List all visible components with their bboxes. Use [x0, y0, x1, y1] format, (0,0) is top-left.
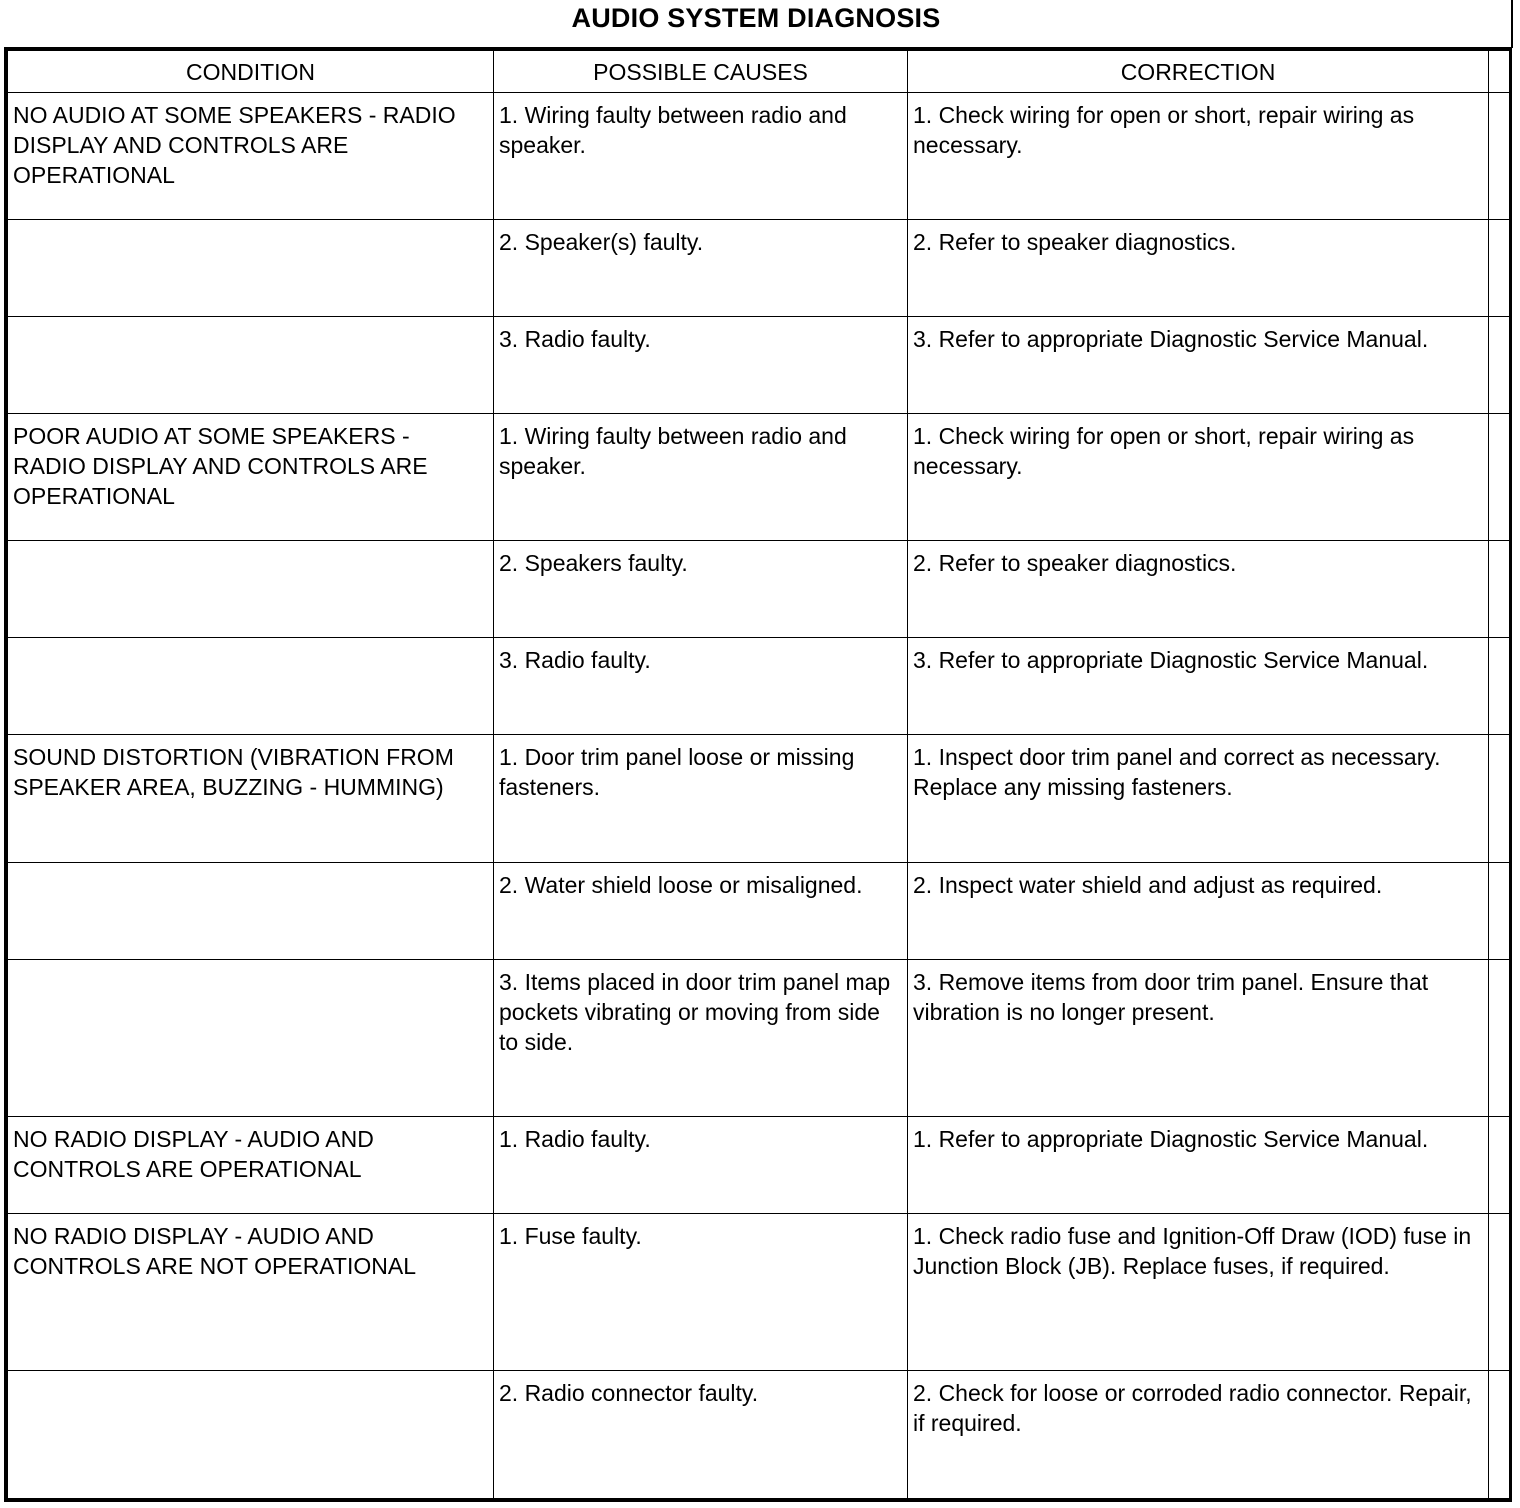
correction-cell: 3. Refer to appropriate Diagnostic Service Manual.: [908, 317, 1489, 414]
correction-cell: 1. Inspect door trim panel and correct as necessary. Replace any missing fasteners.: [908, 735, 1489, 862]
table-row: [8, 638, 1510, 735]
cause-cell: 2. Speaker(s) faulty.: [494, 220, 908, 317]
correction-cell: 2. Refer to speaker diagnostics.: [908, 541, 1489, 638]
condition-cell: [8, 541, 494, 638]
spacer-cell: [1489, 1116, 1510, 1213]
spacer-cell: [1489, 220, 1510, 317]
table-row: [8, 735, 1510, 862]
table-row: [8, 1213, 1510, 1370]
page-title: AUDIO SYSTEM DIAGNOSIS: [571, 3, 941, 33]
cause-cell: 3. Items placed in door trim panel map pockets vibrating or moving from side to side.: [494, 959, 908, 1116]
column-header-spacer: [1489, 51, 1510, 93]
column-header-causes: POSSIBLE CAUSES: [494, 51, 908, 93]
correction-cell: 1. Check wiring for open or short, repair wiring as necessary.: [908, 93, 1489, 220]
spacer-cell: [1489, 959, 1510, 1116]
correction-cell: 1. Check radio fuse and Ignition-Off Draw (IOD) fuse in Junction Block (JB). Replace fuses, if required.: [908, 1213, 1489, 1370]
diagnosis-table: [7, 50, 1510, 1499]
table-row: [8, 862, 1510, 959]
column-header-correction: CORRECTION: [908, 51, 1489, 93]
cause-cell: 3. Radio faulty.: [494, 638, 908, 735]
table-header-row: [8, 51, 1510, 93]
page-edge-rule: [1511, 0, 1513, 48]
condition-cell: POOR AUDIO AT SOME SPEAKERS - RADIO DISPLAY AND CONTROLS ARE OPERATIONAL: [8, 414, 494, 541]
condition-cell: [8, 1370, 494, 1498]
spacer-cell: [1489, 93, 1510, 220]
cause-cell: 1. Fuse faulty.: [494, 1213, 908, 1370]
cause-cell: 2. Speakers faulty.: [494, 541, 908, 638]
table-row: [8, 414, 1510, 541]
condition-cell: NO RADIO DISPLAY - AUDIO AND CONTROLS ARE NOT OPERATIONAL: [8, 1213, 494, 1370]
spacer-cell: [1489, 541, 1510, 638]
condition-cell: [8, 220, 494, 317]
table-row: [8, 959, 1510, 1116]
spacer-cell: [1489, 317, 1510, 414]
correction-cell: 3. Refer to appropriate Diagnostic Service Manual.: [908, 638, 1489, 735]
correction-cell: 3. Remove items from door trim panel. Ensure that vibration is no longer present.: [908, 959, 1489, 1116]
spacer-cell: [1489, 1213, 1510, 1370]
cause-cell: 1. Radio faulty.: [494, 1116, 908, 1213]
condition-cell: NO RADIO DISPLAY - AUDIO AND CONTROLS ARE OPERATIONAL: [8, 1116, 494, 1213]
condition-cell: [8, 638, 494, 735]
table-row: [8, 93, 1510, 220]
correction-cell: 2. Check for loose or corroded radio connector. Repair, if required.: [908, 1370, 1489, 1498]
table-row: [8, 1116, 1510, 1213]
correction-cell: 1. Check wiring for open or short, repair wiring as necessary.: [908, 414, 1489, 541]
cause-cell: 1. Door trim panel loose or missing fasteners.: [494, 735, 908, 862]
table-row: [8, 220, 1510, 317]
condition-cell: [8, 317, 494, 414]
table-row: [8, 1370, 1510, 1498]
column-header-condition: CONDITION: [8, 51, 494, 93]
spacer-cell: [1489, 1370, 1510, 1498]
condition-cell: SOUND DISTORTION (VIBRATION FROM SPEAKER AREA, BUZZING - HUMMING): [8, 735, 494, 862]
correction-cell: 1. Refer to appropriate Diagnostic Service Manual.: [908, 1116, 1489, 1213]
correction-cell: 2. Inspect water shield and adjust as required.: [908, 862, 1489, 959]
condition-cell: [8, 959, 494, 1116]
spacer-cell: [1489, 414, 1510, 541]
cause-cell: 3. Radio faulty.: [494, 317, 908, 414]
spacer-cell: [1489, 862, 1510, 959]
table-row: [8, 317, 1510, 414]
cause-cell: 1. Wiring faulty between radio and speaker.: [494, 414, 908, 541]
spacer-cell: [1489, 735, 1510, 862]
spacer-cell: [1489, 638, 1510, 735]
table-row: [8, 541, 1510, 638]
cause-cell: 2. Water shield loose or misaligned.: [494, 862, 908, 959]
diagnosis-table-frame: [4, 47, 1512, 1502]
condition-cell: [8, 862, 494, 959]
cause-cell: 1. Wiring faulty between radio and speaker.: [494, 93, 908, 220]
condition-cell: NO AUDIO AT SOME SPEAKERS - RADIO DISPLAY AND CONTROLS ARE OPERATIONAL: [8, 93, 494, 220]
correction-cell: 2. Refer to speaker diagnostics.: [908, 220, 1489, 317]
cause-cell: 2. Radio connector faulty.: [494, 1370, 908, 1498]
